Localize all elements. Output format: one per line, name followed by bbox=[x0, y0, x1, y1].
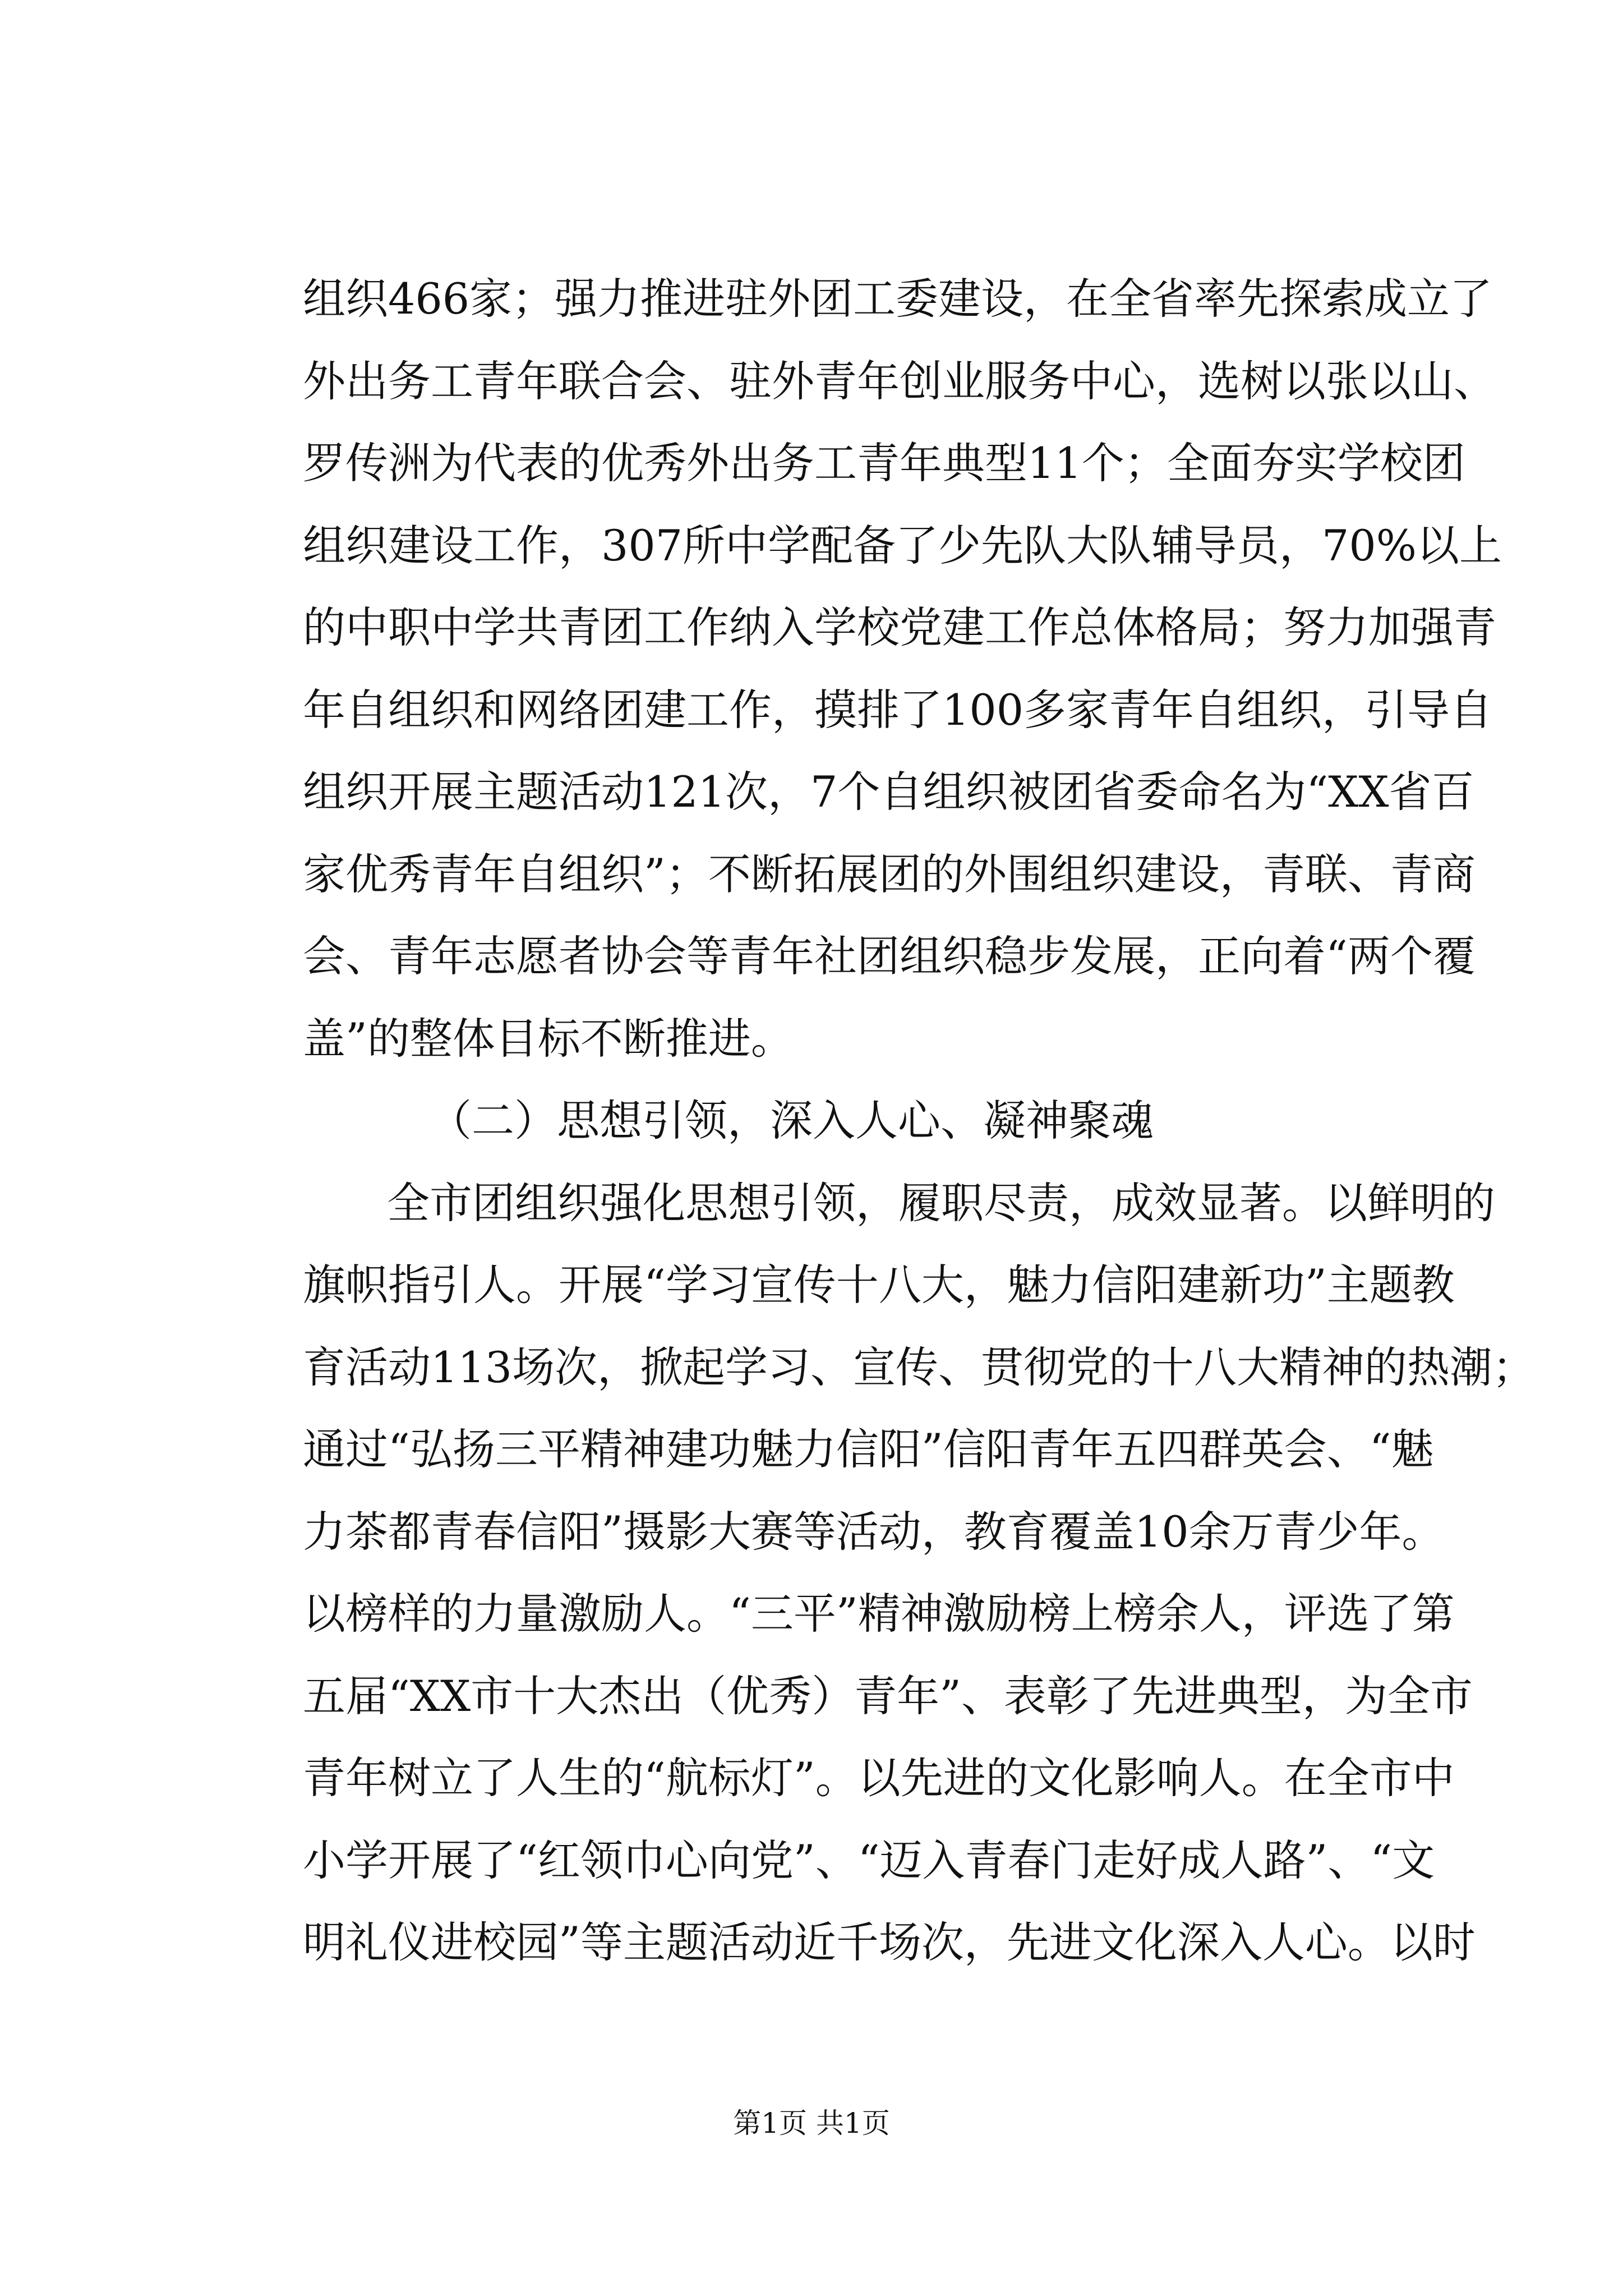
text-line: 家优秀青年自组织”；不断拓展团的外围组织建设，青联、青商 bbox=[303, 849, 1476, 899]
text-line: 全市团组织强化思想引领，履职尽责，成效显著。以鲜明的 bbox=[387, 1177, 1495, 1228]
section-heading: （二）思想引领，深入人心、凝神聚魂 bbox=[429, 1096, 1154, 1145]
text-line: 盖”的整体目标不断推进。 bbox=[303, 1013, 794, 1064]
text-line: 明礼仪进校园”等主题活动近千场次，先进文化深入人心。以时 bbox=[303, 1917, 1476, 1967]
text-line: 育活动113场次，掀起学习、宣传、贯彻党的十八大精神的热潮； bbox=[303, 1342, 1536, 1392]
text-line: 青年树立了人生的“航标灯”。以先进的文化影响人。在全市中 bbox=[303, 1753, 1455, 1803]
text-line: 组织466家；强力推进驻外团工委建设，在全省率先探索成立了 bbox=[303, 274, 1493, 324]
text-line: 通过“弘扬三平精神建功魅力信阳”信阳青年五四群英会、“魅 bbox=[303, 1424, 1434, 1474]
body-text bbox=[303, 258, 1536, 1984]
text-line: 会、青年志愿者协会等青年社团组织稳步发展，正向着“两个覆 bbox=[303, 931, 1476, 981]
text-line: 小学开展了“红领巾心向党”、“迈入青春门走好成人路”、“文 bbox=[303, 1835, 1435, 1885]
text-line: 五届“XX市十大杰出（优秀）青年”、表彰了先进典型，为全市 bbox=[303, 1671, 1473, 1721]
text-line: 组织开展主题活动121次，7个自组织被团省委命名为“XX省百 bbox=[303, 767, 1474, 817]
text-line: 罗传洲为代表的优秀外出务工青年典型11个；全面夯实学校团 bbox=[303, 438, 1465, 488]
text-line: 外出务工青年联合会、驻外青年创业服务中心，选树以张以山、 bbox=[303, 356, 1496, 406]
text-line: 组织建设工作，307所中学配备了少先队大队辅导员，70%以上 bbox=[303, 520, 1502, 570]
text-line: 年自组织和网络团建工作，摸排了100多家青年自组织，引导自 bbox=[303, 684, 1493, 735]
page-footer: 第1页 共1页 bbox=[733, 2107, 890, 2139]
text-line: 以榜样的力量激励人。“三平”精神激励榜上榜余人，评选了第 bbox=[303, 1589, 1455, 1639]
text-line: 力茶都青春信阳”摄影大赛等活动，教育覆盖10余万青少年。 bbox=[303, 1506, 1445, 1557]
text-line: 旗帜指引人。开展“学习宣传十八大，魅力信阳建新功”主题教 bbox=[303, 1260, 1455, 1310]
text-line: 的中职中学共青团工作纳入学校党建工作总体格局；努力加强青 bbox=[303, 602, 1496, 652]
